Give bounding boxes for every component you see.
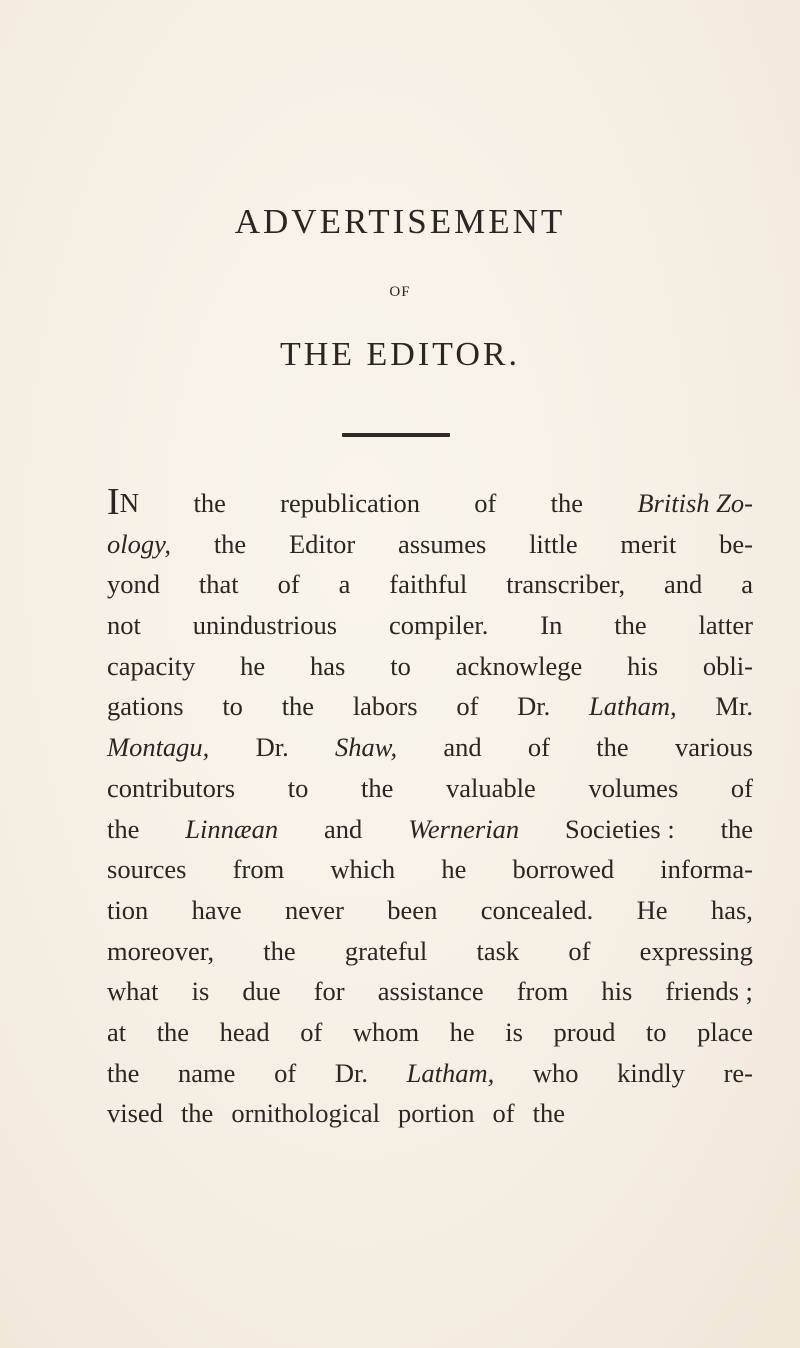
word: borrowed (512, 854, 615, 885)
word: whom (352, 1016, 420, 1047)
word: to (645, 1016, 667, 1047)
word: be- (719, 528, 753, 559)
page-subtitle: THE EDITOR. (279, 336, 521, 373)
word: task (476, 935, 520, 966)
word: the (193, 488, 226, 518)
word: Societies : (565, 813, 675, 844)
text-line (107, 1012, 753, 1053)
word: republication (280, 488, 420, 518)
word: for (313, 976, 345, 1007)
text-line (107, 931, 753, 972)
word: the (720, 813, 753, 844)
first-word (107, 483, 139, 524)
text-line (107, 890, 753, 931)
word: little (529, 528, 578, 559)
word: faithful (389, 569, 468, 600)
word: is (505, 1016, 523, 1047)
body-paragraph (107, 483, 753, 1134)
word: is (191, 976, 210, 1007)
word: Editor (288, 528, 356, 559)
word: the (596, 732, 629, 763)
text-line (107, 971, 753, 1012)
word: which (330, 854, 396, 885)
word: from (232, 854, 285, 885)
word: his (601, 976, 633, 1007)
text-line (107, 809, 753, 850)
word: his (627, 650, 659, 681)
word: of (730, 772, 753, 803)
word: compiler. (388, 610, 489, 641)
word: the (213, 528, 247, 559)
word: the (263, 935, 296, 966)
word: Wernerian (408, 813, 520, 844)
word: a (741, 569, 753, 600)
text-line (107, 1053, 753, 1094)
word: proud (553, 1016, 616, 1047)
drop-cap: I (107, 481, 120, 523)
word: and (664, 569, 703, 600)
word: of (456, 691, 479, 722)
word: kindly (617, 1057, 685, 1088)
word: obli- (702, 650, 753, 681)
text-line (107, 686, 753, 727)
word: contributors (107, 772, 236, 803)
word: the (281, 691, 315, 722)
word: valuable (446, 772, 536, 803)
word: Mr. (715, 691, 753, 722)
word: of (527, 732, 550, 763)
word: Montagu, (107, 732, 210, 763)
word: has, (710, 894, 753, 925)
text-line (107, 1093, 753, 1134)
word: place (697, 1016, 753, 1047)
word: of (274, 1057, 297, 1088)
word: the (180, 1098, 214, 1129)
word: of (474, 488, 497, 518)
word: acknowlege (455, 650, 583, 681)
word: assumes (397, 528, 487, 559)
word: to (390, 650, 411, 681)
word: of (277, 569, 300, 600)
word: he (441, 854, 467, 885)
word: ornithological (231, 1098, 380, 1129)
word: friends ; (665, 976, 753, 1007)
page-title: ADVERTISEMENT (234, 202, 566, 241)
word: not (107, 610, 141, 641)
word: He (636, 894, 668, 925)
word: informa- (660, 854, 753, 885)
word: the (107, 1057, 140, 1088)
word: Dr. (255, 732, 289, 763)
word: Latham, (589, 691, 677, 722)
word: the (107, 813, 140, 844)
word: British Zo- (637, 488, 753, 518)
word: the (361, 772, 394, 803)
word: capacity (107, 650, 196, 681)
text-line (107, 849, 753, 890)
word: of (492, 1098, 515, 1129)
word: merit (620, 528, 677, 559)
word: of (568, 935, 591, 966)
word: Shaw, (335, 732, 398, 763)
word: never (285, 894, 344, 925)
text-line (107, 605, 753, 646)
decorative-rule (342, 433, 450, 437)
word: to (222, 691, 243, 722)
text-line (107, 768, 753, 809)
word: concealed. (480, 894, 594, 925)
word: Latham, (406, 1057, 495, 1088)
word: and (324, 813, 363, 844)
word: re- (723, 1057, 753, 1088)
word: the (550, 488, 584, 518)
word: transcriber, (506, 569, 626, 600)
word: gations (107, 691, 184, 722)
text-line (107, 524, 753, 565)
word: he (449, 1016, 475, 1047)
word: labors (352, 691, 418, 722)
word: yond (107, 569, 160, 600)
text-line (107, 727, 753, 768)
word: vised (107, 1098, 163, 1129)
word: Dr. (517, 691, 551, 722)
word: ology, (107, 528, 172, 559)
word: from (516, 976, 569, 1007)
word: have (191, 894, 242, 925)
word: who (532, 1057, 579, 1088)
text-line (107, 564, 753, 605)
word: what (107, 976, 159, 1007)
word: he (240, 650, 266, 681)
text-line (107, 483, 753, 524)
word: portion (397, 1098, 475, 1129)
word: sources (107, 854, 187, 885)
word: assistance (377, 976, 484, 1007)
word: the (532, 1098, 565, 1129)
word: latter (698, 610, 753, 641)
word: due (242, 976, 281, 1007)
word: grateful (344, 935, 428, 966)
word: of (300, 1016, 323, 1047)
word: Linnæan (185, 813, 279, 844)
text-line (107, 646, 753, 687)
word: that (198, 569, 239, 600)
word: been (387, 894, 438, 925)
word: name (178, 1057, 236, 1088)
word: tion (107, 894, 149, 925)
word: the (156, 1016, 190, 1047)
word: at (107, 1016, 127, 1047)
word: expressing (639, 935, 753, 966)
word: unindustrious (192, 610, 338, 641)
word: the (614, 610, 647, 641)
word: a (338, 569, 351, 600)
word: various (674, 732, 753, 763)
word: has (310, 650, 346, 681)
word: to (287, 772, 309, 803)
title-connector: OF (389, 284, 411, 300)
word: volumes (588, 772, 679, 803)
word: moreover, (107, 935, 215, 966)
word: In (540, 610, 563, 641)
word: and (443, 732, 482, 763)
word: Dr. (334, 1057, 368, 1088)
word: N (119, 488, 140, 518)
word: head (219, 1016, 270, 1047)
